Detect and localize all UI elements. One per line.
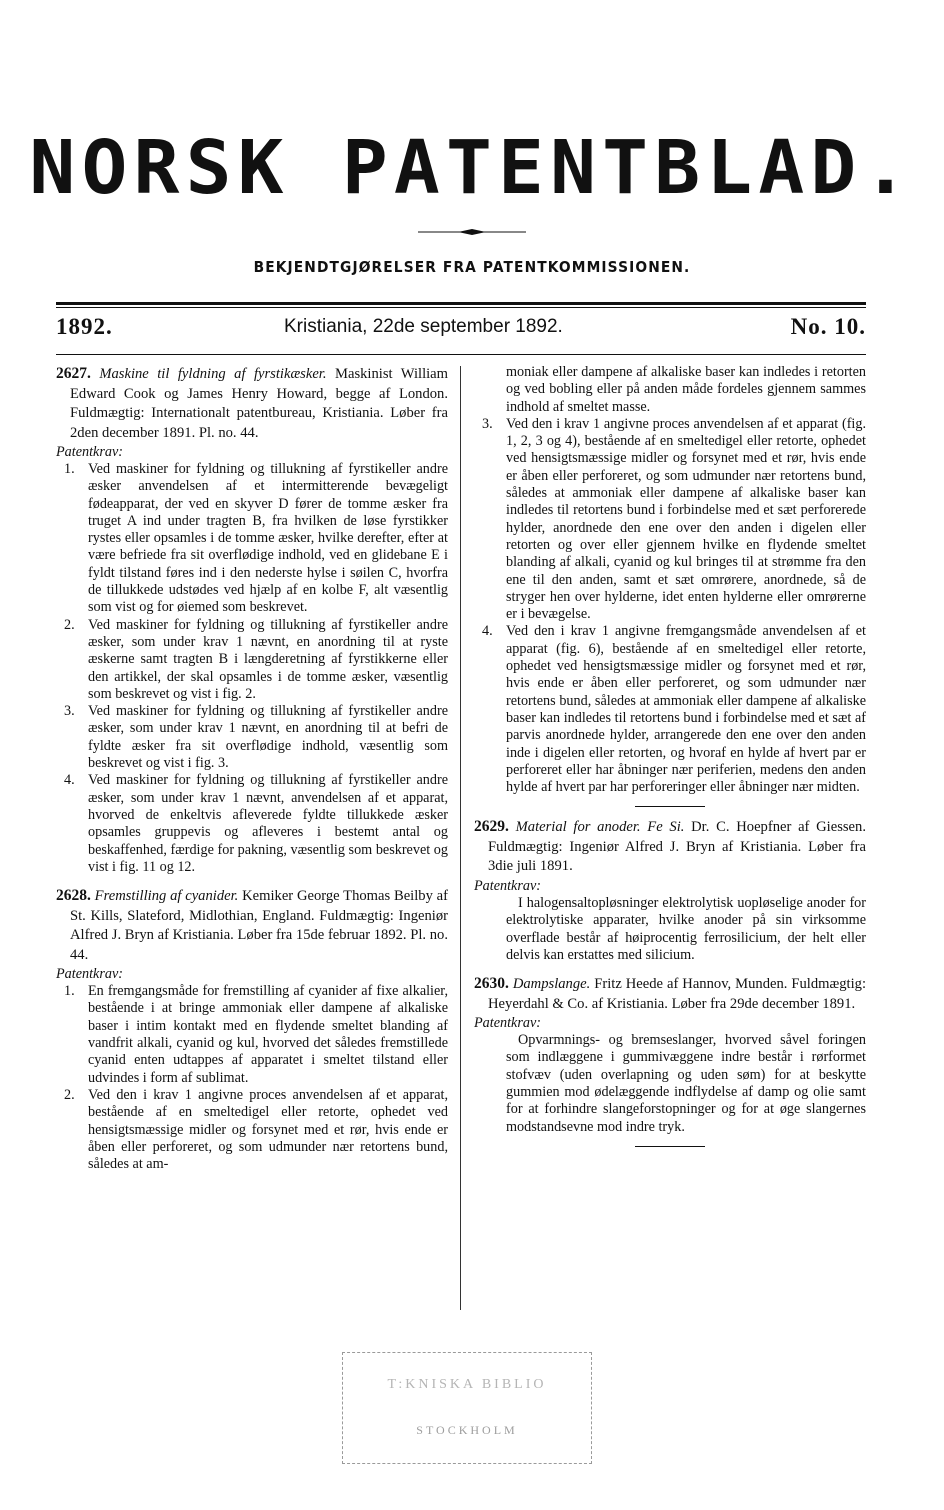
ornament-rule	[418, 228, 526, 236]
claim-number: 3.	[482, 415, 493, 432]
masthead	[0, 125, 944, 211]
claim-item	[56, 1087, 448, 1173]
entry-title: Dampslange.	[512, 976, 591, 993]
claim-number: 4.	[64, 772, 75, 789]
claim-text: I halogensaltopløsninger elektrolytisk uopløselige anoder for elektrolytiske apparater, hvilke anoder på sin virksomme overflade består af høiprocentig ferrosilicium, der helt eller delvis kan erstattes med silicium.	[506, 894, 866, 963]
claim-text: Ved den i krav 1 angivne fremgangsmåde anvendelsen af et apparat (fig. 6), bestående af en smeltedigel eller retorte, ophedet ved hensigtsmæssige midler og forsynet med et rør, hvis ende er åben eller perforeret, og som udmunder nær retortens bund, således at ammoniak eller dampene af alkaliske baser kan indledes til retortens bund i forbindelse med et sæt af parvis anordnede hylder, arrangerede den ene over den anden inde i digelen eller retorten, og hvoraf en hylde af hvert par er perforeret eller har åbninger nær periferien, medens den anden hylde af hvert par har perforeringer eller åbninger nær midten.	[506, 623, 866, 796]
entry-end-rule	[635, 806, 705, 807]
issue-number: No. 10.	[790, 314, 866, 339]
entry-title: Fremstilling af cyanider.	[94, 888, 239, 905]
masthead-subtitle: BEKJENDTGJØRELSER FRA PATENTKOMMISSIONEN.	[253, 258, 691, 276]
claim-number: 4.	[482, 623, 493, 640]
column-divider	[460, 366, 461, 1310]
entry-number: 2627.	[56, 365, 91, 382]
issue-date: Kristiania, 22de september 1892.	[284, 316, 563, 337]
claims-list	[474, 416, 866, 797]
entry-number: 2629.	[474, 818, 509, 836]
entry-heading	[56, 886, 448, 965]
entry-title: Maskine til fyldning af fyrstikæsker.	[99, 366, 327, 382]
claim-text: Ved den i krav 1 angivne proces anvendelsen af et apparat, bestående af en smeltedigel eller retorte, ophedet ved hensigtsmæssige midler og forsynet med et rør, hvis ende er åben eller perforeret, og som udmunder nær retortens bund, således at am-	[88, 1086, 448, 1173]
issue-line	[56, 314, 866, 346]
header-rule-top	[56, 302, 866, 308]
entry-applicant: Dr. C. Hoepfner af Giessen. Fuldmægtig: Ingeniør Alfred J. Bryn af Kristiania. Løber fra 3die juli 1891.	[488, 819, 866, 875]
claims-list	[56, 461, 448, 876]
claim-number: 1.	[64, 461, 75, 477]
column-left	[56, 364, 448, 1183]
entry-title: Material for anoder. Fe Si.	[515, 819, 685, 836]
entry-heading	[474, 817, 866, 877]
claims-list	[56, 983, 448, 1173]
claim-item	[56, 983, 448, 1087]
claim-item	[474, 416, 866, 624]
stamp-text: T:KNISKA BIBLIO	[387, 1377, 547, 1392]
claim-item	[56, 461, 448, 617]
library-stamp	[342, 1352, 592, 1464]
claim-text: Ved maskiner for fyldning og tillukning af fyrstikeller andre æsker, som under krav 1 nævnt, en anordning til at ryste æskerne samt tragten B i længderetning af fyrstikkerne eller den artikkel, der skal opsamles i de tomme æsker, væsentlig som beskrevet og vist i fig. 2.	[88, 616, 448, 702]
claim-item	[474, 623, 866, 796]
claim-continuation: moniak eller dampene af alkaliske baser kan indledes i retorten og ved bobling eller på anden måde fordeles gjennem sammes indhold af smeltet masse.	[506, 364, 866, 415]
claim-text: Ved den i krav 1 angivne proces anvendelsen af et apparat (fig. 1, 2, 3 og 4), bestående af en smeltedigel eller retorte, ophedet ved hensigtsmæssige midler og forsynet med et rør, hvis ende er åben eller perforeret, og som udmunder nær retortens bund, således at ammoniak eller dampene af alkaliske baser kan indledes til retortens bund i forbindelse med et sæt perforerede hylder, anordnede den ene over den anden i digelen eller retorten og over eller gjennem hvilke en flydende smeltet blanding af alkali, cyanid og kul bringes til at strømme fra den ene til den anden, samt et sæt omrørere, anordnede, så de stryger hen over hylderne, idet enten hylderne eller omrørerne er i bevægelse.	[506, 415, 866, 623]
claim-number: 3.	[64, 703, 75, 720]
entry-heading	[474, 974, 866, 1014]
claim-number: 1.	[64, 983, 75, 1000]
entry-end-rule	[635, 1146, 705, 1147]
patentkrav-label: Patentkrav:	[474, 1015, 541, 1032]
entry-applicant: Fritz Heede af Hannov, Munden. Fuldmægtig: Heyerdahl & Co. af Kristiania. Løber fra 29de december 1891.	[488, 976, 867, 1012]
claim-text: Ved maskiner for fyldning og tillukning af fyrstikeller andre æsker anvendelsen af et intermitterende bevægeligt fødeapparat, der ved en skyver D fører de tomme æsker fra truget A ind under tragten B, fra hvilken de løse fyrstikker rystes eller opsamles i de tomme æsker, hvilke derefter, efter at være befriede fra sit overflødige indhold, ved en glidebane E i fyldt tilstand føres ind i den nederste hylse i søilen C, hvorfra de tillukkede udstødes ved hjælp af en kolbe F, alt væsentlig som vist og for øiemed som beskrevet.	[88, 461, 448, 616]
patent-entry-2630	[474, 974, 866, 1147]
entry-heading	[56, 364, 448, 443]
issue-year: 1892.	[56, 314, 113, 339]
entry-number: 2628.	[56, 887, 91, 905]
masthead-title: NORSK PATENTBLAD.	[29, 125, 915, 211]
patent-entry-2628	[56, 886, 448, 1173]
column-right	[474, 364, 866, 1157]
patent-entry-2629	[474, 817, 866, 964]
claim-text: Opvarmnings- og bremseslanger, hvorved såvel foringen som indlæggene i gummivæggene indre består i rørformet stofvæv (uden overlapning og uden søm) for at beskytte gummien mod ødelæggende indflydelse af damp og olie samt for at forhindre slangeforstopninger og for at øge slangernes modstandsevne mod indre tryk.	[506, 1032, 866, 1135]
entry-applicant: Maskinist William Edward Cook og James Henry Howard, begge af London. Fuldmægtig: Internationalt patentbureau, Kristiania. Løber fra 2den december 1891. Pl. no. 44.	[70, 366, 449, 441]
claim-number: 2.	[64, 616, 75, 633]
patent-entry-2628-continued	[474, 364, 866, 807]
stamp-city: STOCKHOLM	[416, 1423, 518, 1437]
claim-number: 2.	[64, 1086, 75, 1103]
claim-text: En fremgangsmåde for fremstilling af cyanider af fixe alkalier, bestående i at bringe ammoniak eller dampene af alkaliske baser i intim kontakt med en flydende smeltet blanding af vandfrit alkali, cyanid og kul, hvorved det således fremstillede cyanid enten udtappes af apparatet i smeltet tilstand eller udvindes i form af sublimat.	[88, 983, 448, 1086]
entry-applicant: Kemiker George Thomas Beilby af St. Kills, Slateford, Midlothian, England. Fuldmægtig: Ingeniør Alfred J. Bryn af Kristiania. Løber fra 15de februar 1892. Pl. no. 44.	[70, 888, 449, 963]
claim-text: Ved maskiner for fyldning og tillukning af fyrstikeller andre æsker, som under krav 1 nævnt, anvendelsen af et apparat, hvorved de enkeltvis afleverede fyldte tillukkede æsker opsamles gruppevis og afleveres i bestemt antal og beskaffenhed, færdige for pakning, væsentlig som beskrevet og vist i fig. 11 og 12.	[88, 772, 448, 875]
claim-item	[56, 703, 448, 772]
patentkrav-label: Patentkrav:	[56, 444, 123, 460]
claim-item	[56, 617, 448, 703]
patentkrav-label: Patentkrav:	[474, 877, 541, 894]
entry-number: 2630.	[474, 975, 509, 993]
header-rule-bottom	[56, 354, 866, 355]
patent-entry-2627	[56, 364, 448, 876]
claim-text: Ved maskiner for fyldning og tillukning af fyrstikeller andre æsker, som under krav 1 nævnt, en anordning til at befri de fyldte æsker fra sit overflødige indhold, væsentlig som beskrevet og vist i fig. 3.	[88, 703, 448, 772]
claim-item	[56, 772, 448, 876]
patentkrav-label: Patentkrav:	[56, 966, 123, 983]
